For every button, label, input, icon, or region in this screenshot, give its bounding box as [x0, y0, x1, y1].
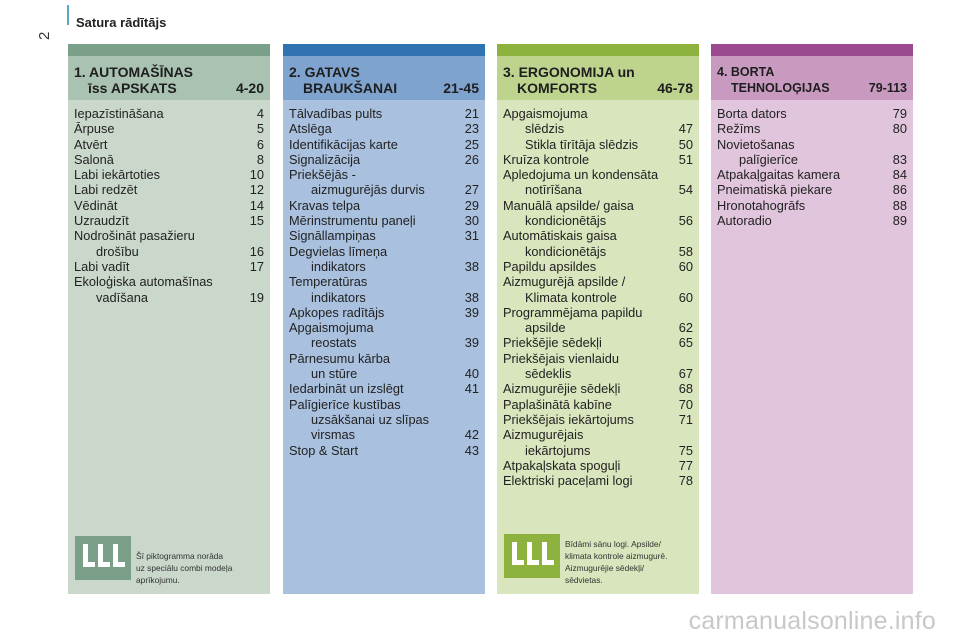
toc-entry-label: Tālvadības pults — [289, 106, 383, 121]
toc-entry-label: Hronotahogrāfs — [717, 197, 806, 213]
toc-entry-label: Nodrošināt pasažieru — [74, 228, 195, 244]
section-gatavs-braukt — [283, 44, 485, 594]
toc-entry-label: kondicionētājs — [525, 243, 607, 259]
toc-entry-label: Labi vadīt — [74, 258, 130, 274]
toc-entry[interactable] — [289, 228, 479, 243]
toc-entry-page: 54 — [678, 182, 693, 198]
toc-entry-label: Manuālā apsilde/ gaisa — [503, 197, 634, 213]
toc-entry[interactable] — [503, 473, 693, 488]
toc-entry-page: 56 — [678, 213, 693, 229]
seats-pictogram-icon — [75, 536, 131, 580]
toc-entry-page: 39 — [464, 335, 479, 351]
toc-entry-label: Salonā — [74, 151, 114, 167]
toc-entry-page: 14 — [249, 197, 264, 213]
toc-entry-page: 50 — [678, 136, 693, 152]
toc-entry-page: 65 — [678, 335, 693, 351]
toc-entry[interactable] — [503, 167, 693, 198]
toc-entry[interactable] — [503, 152, 693, 167]
toc-entry[interactable] — [503, 274, 693, 305]
toc-entry-label: aizmugurējās durvis — [311, 182, 425, 198]
section-borta-tehnologijas — [711, 44, 913, 594]
toc-entry-page: 79 — [892, 106, 907, 121]
toc-entry[interactable] — [74, 152, 264, 167]
section-color-strip — [711, 44, 913, 56]
toc-entry[interactable] — [289, 381, 479, 396]
toc-entry-label: Priekšējais vienlaidu — [503, 350, 619, 366]
toc-entry[interactable] — [74, 274, 264, 305]
toc-entry-page: 80 — [892, 121, 907, 137]
toc-entry[interactable] — [289, 121, 479, 136]
toc-entry[interactable] — [717, 137, 907, 168]
toc-entry-label: Priekšējais iekārtojums — [503, 411, 634, 427]
toc-entry-label: Identifikācijas karte — [289, 136, 398, 152]
toc-entry[interactable] — [503, 427, 693, 458]
toc-entry-page: 29 — [464, 197, 479, 213]
toc-entry-label: notīrīšana — [525, 182, 582, 198]
toc-entry-page: 41 — [464, 381, 479, 397]
toc-entry-page: 78 — [678, 473, 693, 489]
toc-entry-label: Pneimatiskā piekare — [717, 182, 833, 198]
toc-entry-label: Degvielas līmeņa — [289, 243, 388, 259]
toc-entry[interactable] — [74, 213, 264, 228]
toc-entry[interactable] — [503, 305, 693, 336]
toc-entry-page: 62 — [678, 320, 693, 336]
toc-entry[interactable] — [503, 458, 693, 473]
toc-entry[interactable] — [503, 381, 693, 396]
toc-entry-label: Ekoloģiska automašīnas — [74, 274, 213, 290]
toc-entry-label: Palīgierīce kustības — [289, 396, 401, 412]
toc-entry[interactable] — [289, 152, 479, 167]
toc-entry-page: 10 — [249, 167, 264, 183]
toc-entry-page: 8 — [256, 151, 264, 167]
toc-entry[interactable] — [503, 397, 693, 412]
toc-entry-label: Elektriski paceļami logi — [503, 473, 633, 489]
toc-entry-label: Uzraudzīt — [74, 213, 129, 229]
watermark: carmanualsonline.info — [688, 607, 936, 635]
toc-entry-page: 27 — [464, 182, 479, 198]
toc-entry[interactable] — [289, 198, 479, 213]
seats-windows-icon — [503, 528, 561, 584]
toc-entry-label: Iedarbināt un izslēgt — [289, 381, 404, 397]
toc-entry-page: 38 — [464, 289, 479, 305]
toc-entry[interactable] — [74, 121, 264, 136]
toc-entry[interactable] — [717, 121, 907, 136]
toc-entry[interactable] — [289, 351, 479, 382]
seats-windows-note: Bīdāmi sānu logi. Apsilde/ klimata kontrole aizmugurē. Aizmugurējie sēdekļi/ sēdvietas. — [565, 539, 668, 585]
toc-entry-page: 70 — [678, 396, 693, 412]
toc-entry-page: 47 — [678, 121, 693, 137]
toc-entry-label: Ārpuse — [74, 121, 115, 137]
toc-entry-label: Temperatūras — [289, 274, 368, 290]
toc-entry-label: Režīms — [717, 121, 761, 137]
toc-entry-label: Atslēga — [289, 121, 332, 137]
toc-list — [503, 106, 693, 488]
toc-entry-label: Labi iekārtoties — [74, 167, 161, 183]
toc-entry-page: 51 — [678, 151, 693, 167]
toc-entry-page: 83 — [892, 151, 907, 167]
toc-entry[interactable] — [74, 198, 264, 213]
toc-entry-label: Labi redzēt — [74, 182, 138, 198]
toc-entry-label: Kruīza kontrole — [503, 151, 590, 167]
toc-entry[interactable] — [717, 198, 907, 213]
toc-entry-label: apsilde — [525, 320, 566, 336]
toc-entry-label: indikators — [311, 289, 366, 305]
toc-entry-page: 21 — [464, 106, 479, 121]
toc-entry-page: 77 — [678, 457, 693, 473]
section-title: 3. ERGONOMIJA un KOMFORTS 46-78 — [503, 64, 693, 96]
toc-entry-label: Borta dators — [717, 106, 787, 121]
toc-entry[interactable] — [717, 106, 907, 121]
toc-entry-label: Iepazīstināšana — [74, 106, 164, 121]
toc-entry-label: Mērinstrumentu paneļi — [289, 213, 416, 229]
toc-list — [74, 106, 264, 305]
toc-entry-page: 12 — [249, 182, 264, 198]
toc-entry-label: Programmējama papildu — [503, 304, 643, 320]
toc-entry-label: Apledojuma un kondensāta — [503, 167, 659, 183]
toc-entry[interactable] — [289, 443, 479, 458]
toc-entry-page: 5 — [256, 121, 264, 137]
toc-list — [717, 106, 907, 228]
toc-entry-label: Priekšējie sēdekļi — [503, 335, 602, 351]
toc-entry-label: Aizmugurējā apsilde / — [503, 274, 626, 290]
toc-entry[interactable] — [289, 213, 479, 228]
toc-entry-page: 4 — [256, 106, 264, 121]
toc-entry-label: Apgaismojuma — [289, 320, 374, 336]
toc-entry[interactable] — [717, 213, 907, 228]
toc-entry-label: Vēdināt — [74, 197, 118, 213]
toc-entry[interactable] — [74, 228, 264, 259]
toc-entry-page: 17 — [249, 258, 264, 274]
toc-entry[interactable] — [503, 228, 693, 259]
toc-entry-label: Stop & Start — [289, 442, 358, 458]
toc-entry-label: Stikla tīrītāja slēdzis — [525, 136, 639, 152]
toc-entry-label: Apgaismojuma — [503, 106, 588, 121]
toc-entry[interactable] — [289, 137, 479, 152]
combi-note: Šī piktogramma norāda uz speciālu combi modeļa aprīkojumu. — [136, 551, 233, 585]
header-accent-bar — [67, 5, 69, 25]
toc-entry-page: 31 — [464, 228, 479, 244]
toc-entry-label: kondicionētājs — [525, 213, 607, 229]
toc-entry-label: Klimata kontrole — [525, 289, 617, 305]
combi-seats-icon — [74, 530, 132, 586]
section-ergonomija — [497, 44, 699, 594]
toc-entry-label: Atpakaļskata spoguļi — [503, 457, 621, 473]
toc-entry-label: Automātiskais gaisa — [503, 228, 617, 244]
toc-entry-page: 42 — [464, 427, 479, 443]
toc-entry-page: 58 — [678, 243, 693, 259]
toc-entry-page: 43 — [464, 442, 479, 458]
toc-entry-label: Paplašinātā kabīne — [503, 396, 612, 412]
toc-entry-page: 75 — [678, 442, 693, 458]
section-automasinas — [68, 44, 270, 594]
section-title: 1. AUTOMAŠĪNAS īss APSKATS 4-20 — [74, 64, 264, 96]
toc-entry[interactable] — [503, 412, 693, 427]
page-number: 2 — [36, 31, 53, 40]
toc-entry-label: iekārtojums — [525, 442, 591, 458]
toc-entry-label: Novietošanas — [717, 136, 795, 152]
toc-entry-page: 60 — [678, 258, 693, 274]
toc-entry-label: Apkopes radītājs — [289, 304, 385, 320]
toc-entry-page: 25 — [464, 136, 479, 152]
toc-entry-page: 71 — [678, 411, 693, 427]
toc-entry-page: 39 — [464, 304, 479, 320]
page-title: Satura rādītājs — [76, 15, 167, 30]
toc-entry-page: 26 — [464, 151, 479, 167]
toc-entry-page: 23 — [464, 121, 479, 137]
toc-list — [289, 106, 479, 458]
section-color-strip — [497, 44, 699, 56]
toc-entry-page: 89 — [892, 213, 907, 229]
toc-entry[interactable] — [289, 320, 479, 351]
toc-entry-label: indikators — [311, 258, 366, 274]
toc-entry[interactable] — [503, 198, 693, 229]
toc-entry-page: 67 — [678, 366, 693, 382]
toc-entry-label: drošību — [96, 243, 139, 259]
toc-entry[interactable] — [717, 182, 907, 197]
toc-entry-page: 68 — [678, 381, 693, 397]
toc-entry[interactable] — [289, 397, 479, 443]
toc-entry[interactable] — [289, 244, 479, 275]
toc-entry[interactable] — [74, 259, 264, 274]
toc-entry-page: 15 — [249, 213, 264, 229]
toc-entry[interactable] — [289, 274, 479, 305]
section-title: 2. GATAVS BRAUKŠANAI 21-45 — [289, 64, 479, 96]
toc-entry-label: palīgierīce — [739, 151, 799, 167]
toc-entry-label: reostats — [311, 335, 357, 351]
toc-entry[interactable] — [289, 167, 479, 198]
toc-entry-label: sēdeklis — [525, 366, 572, 382]
toc-entry-label: vadīšana — [96, 289, 148, 305]
toc-entry-label: Atpakaļgaitas kamera — [717, 167, 841, 183]
toc-entry-label: Papildu apsildes — [503, 258, 597, 274]
toc-entry[interactable] — [74, 137, 264, 152]
toc-entry[interactable] — [503, 137, 693, 152]
toc-entry-label: Kravas telpa — [289, 197, 361, 213]
toc-entry[interactable] — [289, 106, 479, 121]
toc-entry-label: Priekšējās - — [289, 167, 356, 183]
toc-entry-page: 6 — [256, 136, 264, 152]
toc-entry-label: Atvērt — [74, 136, 108, 152]
toc-entry-label: Signalizācija — [289, 151, 361, 167]
toc-entry[interactable] — [503, 335, 693, 350]
toc-entry[interactable] — [503, 259, 693, 274]
toc-entry[interactable] — [289, 305, 479, 320]
toc-entry-page: 86 — [892, 182, 907, 198]
toc-entry-label: virsmas — [311, 427, 356, 443]
toc-entry-label: Aizmugurējie sēdekļi — [503, 381, 621, 397]
seats-pictogram-icon — [504, 534, 560, 578]
toc-entry-label: Pārnesumu kārba — [289, 350, 391, 366]
toc-entry[interactable] — [74, 182, 264, 197]
toc-entry[interactable] — [717, 167, 907, 182]
toc-entry-page: 60 — [678, 289, 693, 305]
toc-entry[interactable] — [503, 351, 693, 382]
toc-entry-page: 16 — [249, 243, 264, 259]
toc-entry[interactable] — [74, 167, 264, 182]
toc-entry-label: uzsākšanai uz slīpas — [311, 411, 430, 427]
toc-entry-page: 38 — [464, 258, 479, 274]
toc-entry[interactable] — [74, 106, 264, 121]
toc-entry[interactable] — [503, 106, 693, 137]
section-title: 4. BORTA TEHNOLOĢIJAS 79-113 — [717, 65, 907, 95]
toc-entry-label: Autoradio — [717, 213, 772, 229]
toc-entry-page: 84 — [892, 167, 907, 183]
toc-entry-label: Signāllampiņas — [289, 228, 376, 244]
toc-entry-label: slēdzis — [525, 121, 565, 137]
toc-entry-page: 40 — [464, 366, 479, 382]
toc-entry-label: un stūre — [311, 366, 358, 382]
toc-entry-page: 88 — [892, 197, 907, 213]
toc-entry-label: Aizmugurējais — [503, 427, 584, 443]
section-color-strip — [68, 44, 270, 56]
toc-entry-page: 30 — [464, 213, 479, 229]
section-color-strip — [283, 44, 485, 56]
toc-entry-page: 19 — [249, 289, 264, 305]
